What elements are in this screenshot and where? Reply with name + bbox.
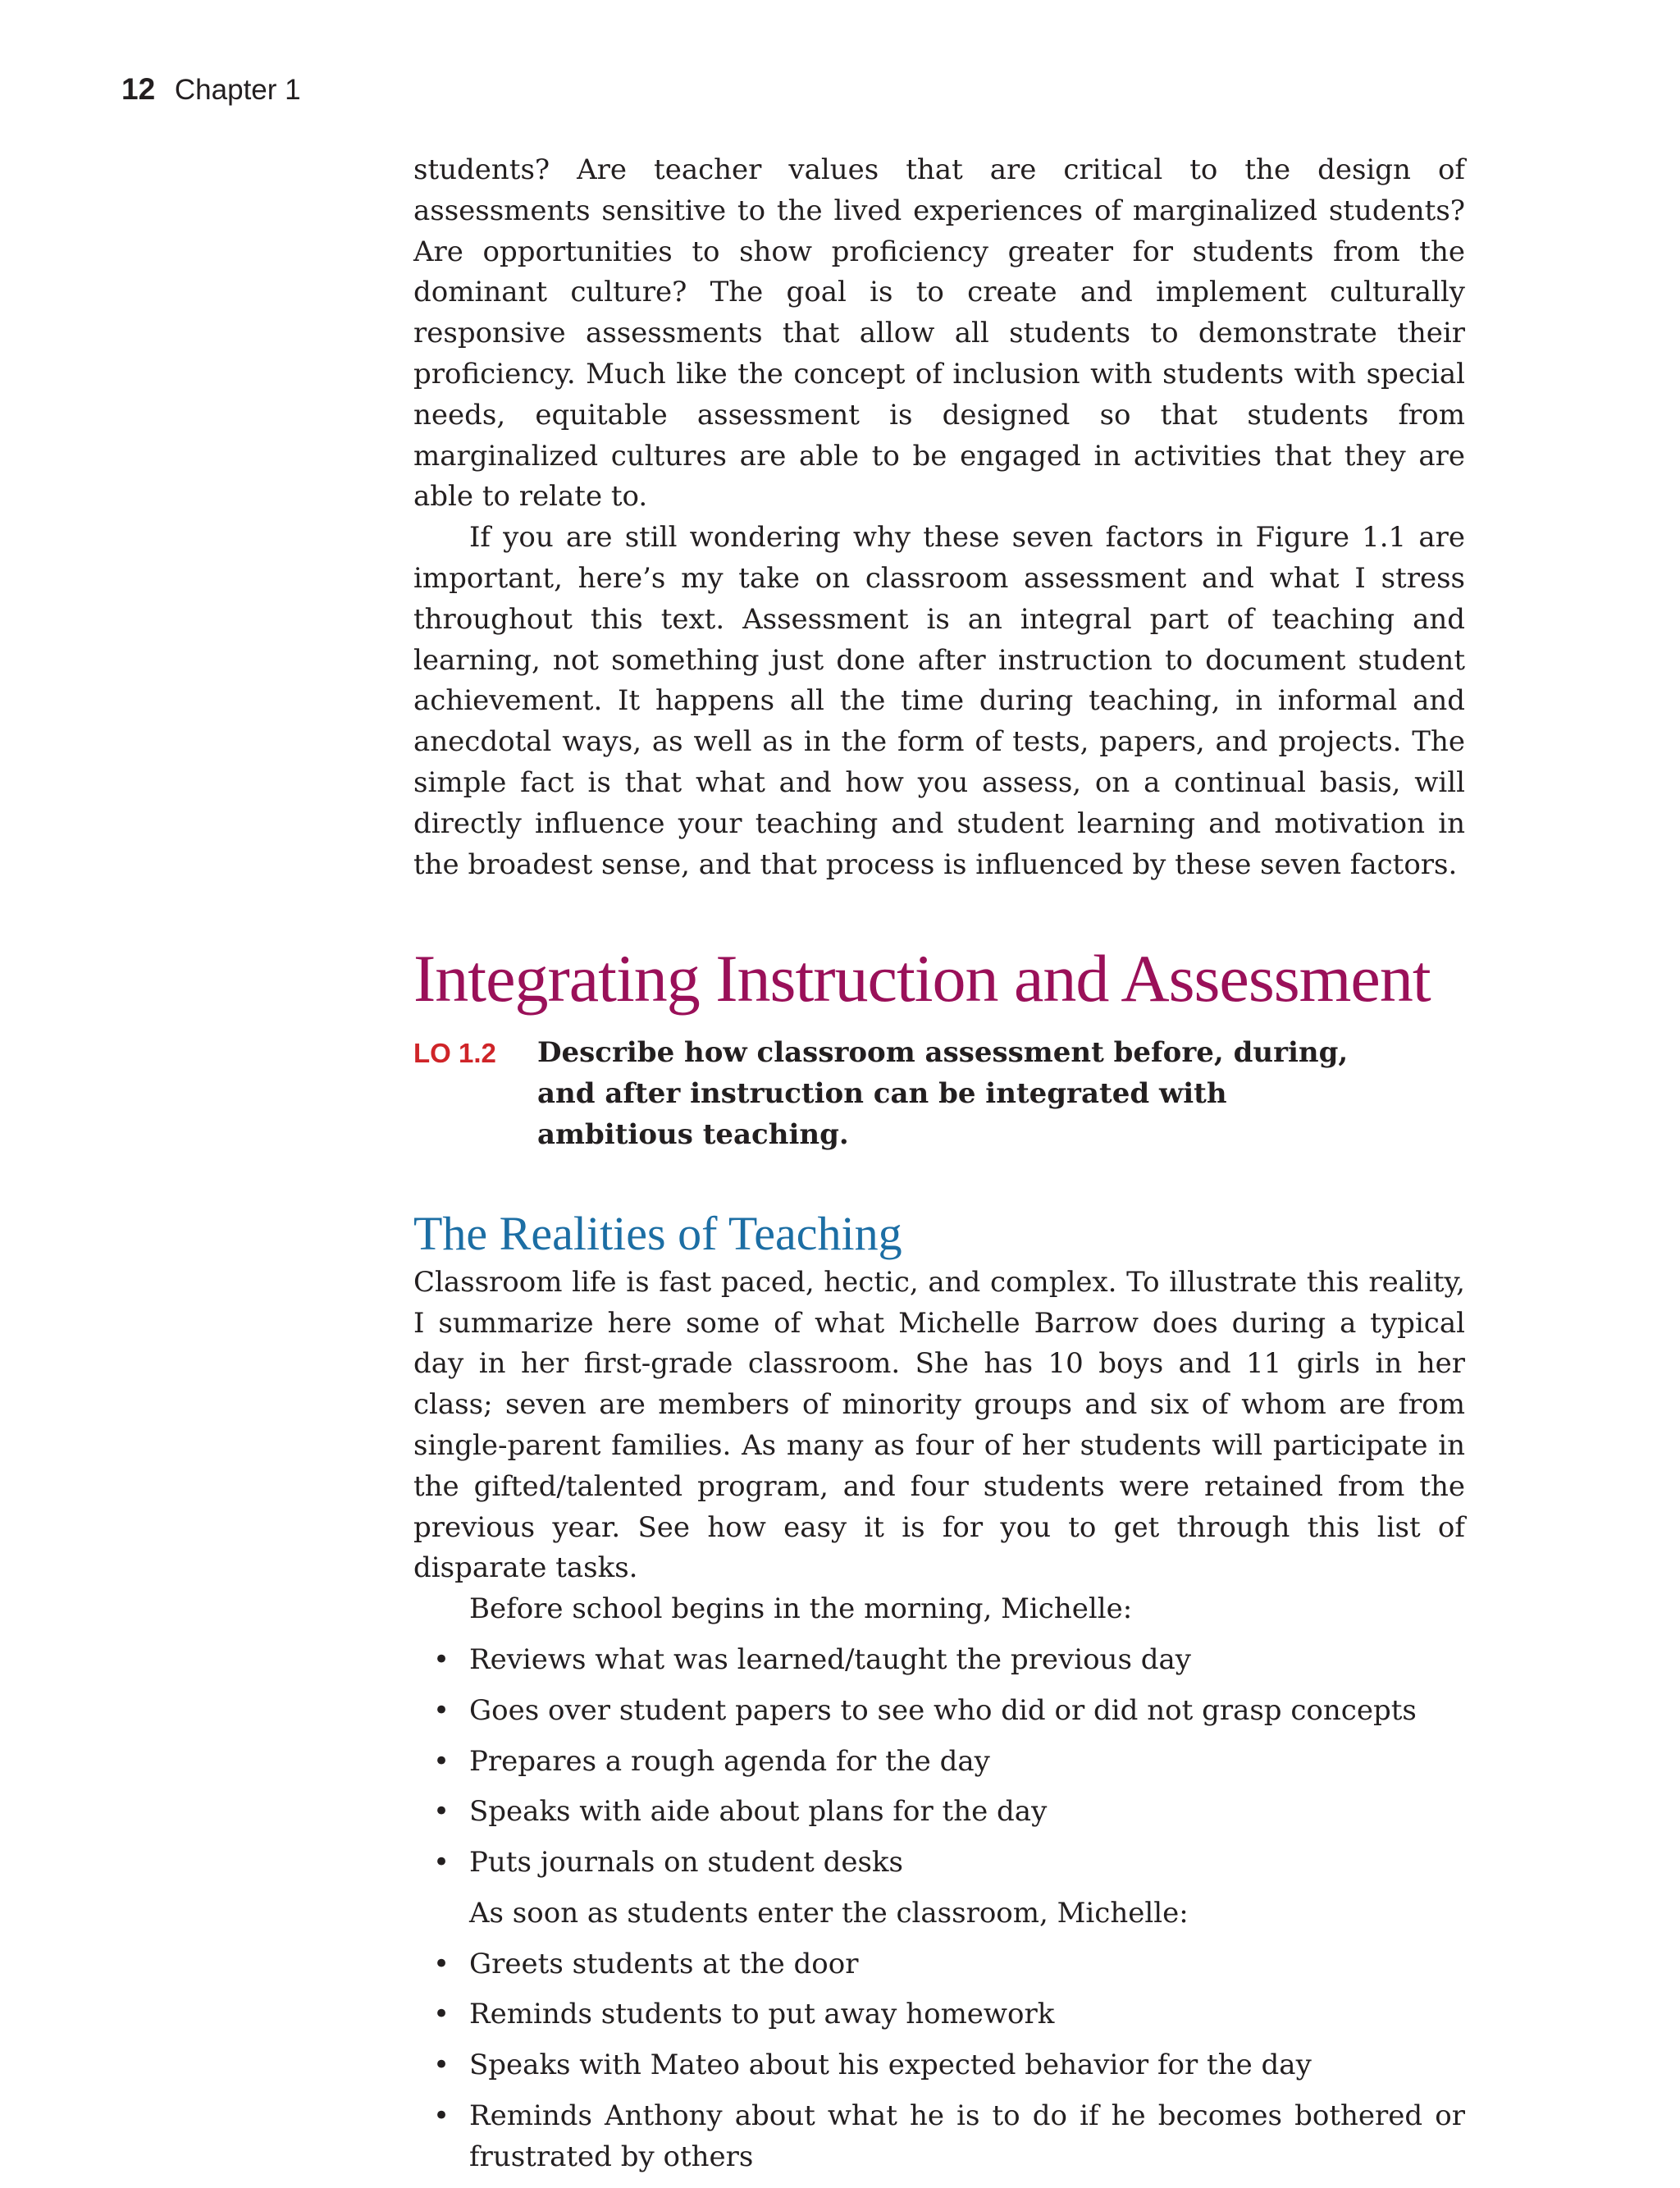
bullet-icon: •: [433, 1846, 450, 1880]
students-enter-list: [413, 1944, 1465, 2178]
list-item-text: Reminds students to put away homework: [469, 1998, 1055, 2031]
subsection-heading: The Realities of Teaching: [413, 1206, 902, 1260]
list-item: [433, 2045, 1465, 2086]
list-item-text: Puts journals on student desks: [469, 1846, 903, 1880]
bullet-icon: •: [433, 1744, 450, 1778]
running-head: [121, 69, 301, 111]
section-heading: Integrating Instruction and Assessment: [413, 941, 1431, 1016]
learning-objective: [413, 1033, 1465, 1155]
list-item: [433, 1944, 1465, 1985]
list-item: [433, 1792, 1465, 1833]
bullet-icon: •: [433, 1795, 450, 1829]
bullet-icon: •: [433, 2099, 450, 2133]
paragraph-continued: students? Are teacher values that are critical to the design of assessments sensitive to the lived experiences of marginalized students? Are opportunities to show proficiency greater for students from the dominant culture? The goal is to create and implement culturally responsive assessments that allow all students to demonstrate their proficiency. Much like the concept of inclusion with students with special needs, equitable assessment is designed so that students from marginalized cultures are able to be engaged in activities that they are able to relate to.: [413, 153, 1465, 514]
before-school-list: [413, 1640, 1465, 1884]
learning-objective-text: Describe how classroom assessment before, during, and after instruction can be integrated with ambitious teaching.: [537, 1036, 1349, 1151]
bullet-icon: •: [433, 1947, 450, 1980]
list-item-text: Reminds Anthony about what he is to do if he becomes bothered or frustrated by others: [469, 2099, 1465, 2173]
list-item-text: Speaks with Mateo about his expected behavior for the day: [469, 2049, 1312, 2082]
list-item: [433, 1691, 1465, 1732]
students-enter-lead: As soon as students enter the classroom, Michelle:: [469, 1896, 1189, 1930]
list-item: [433, 2096, 1465, 2178]
list-item-text: Speaks with aide about plans for the day: [469, 1795, 1048, 1829]
list-item-text: Greets students at the door: [469, 1947, 859, 1980]
bullet-icon: •: [433, 1642, 450, 1676]
before-school-lead: Before school begins in the morning, Michelle:: [469, 1592, 1133, 1626]
list-item-text: Goes over student papers to see who did or did not grasp concepts: [469, 1693, 1417, 1727]
list-item: [433, 1843, 1465, 1884]
list-item-text: Prepares a rough agenda for the day: [469, 1744, 990, 1778]
list-item: [433, 1742, 1465, 1783]
bullet-icon: •: [433, 1693, 450, 1727]
page-number: 12: [121, 72, 156, 106]
paragraph-realities-intro: Classroom life is fast paced, hectic, and complex. To illustrate this reality, I summarize here some of what Michelle Barrow does during a typical day in her first-grade classroom. She has 10 boys and 11 girls in her class; seven are members of minority groups and six of whom are from single-parent families. As many as four of her students will participate in the gifted/talented program, and four students were retained from the previous year. See how easy it is for you to get through this list of disparate tasks.: [413, 1265, 1465, 1585]
list-item-text: Reviews what was learned/taught the previous day: [469, 1642, 1191, 1676]
text-column: [413, 150, 1465, 2188]
paragraph-seven-factors: If you are still wondering why these seven factors in Figure 1.1 are important, here’s my take on classroom assessment and what I stress throughout this text. Assessment is an integral part of teaching and learning, not something just done after instruction to document student achievement. It happens all the time during teaching, in informal and anecdotal ways, as well as in the form of tests, papers, and projects. The simple fact is that what and how you assess, on a continual basis, will directly influence your teaching and student learning and motivation in the broadest sense, and that process is influenced by these seven factors.: [413, 521, 1465, 881]
list-item: [433, 1640, 1465, 1681]
learning-objective-label: LO 1.2: [413, 1038, 496, 1069]
bullet-icon: •: [433, 2049, 450, 2082]
list-item: [433, 1994, 1465, 2035]
chapter-label: Chapter 1: [174, 74, 301, 106]
bullet-icon: •: [433, 1998, 450, 2031]
